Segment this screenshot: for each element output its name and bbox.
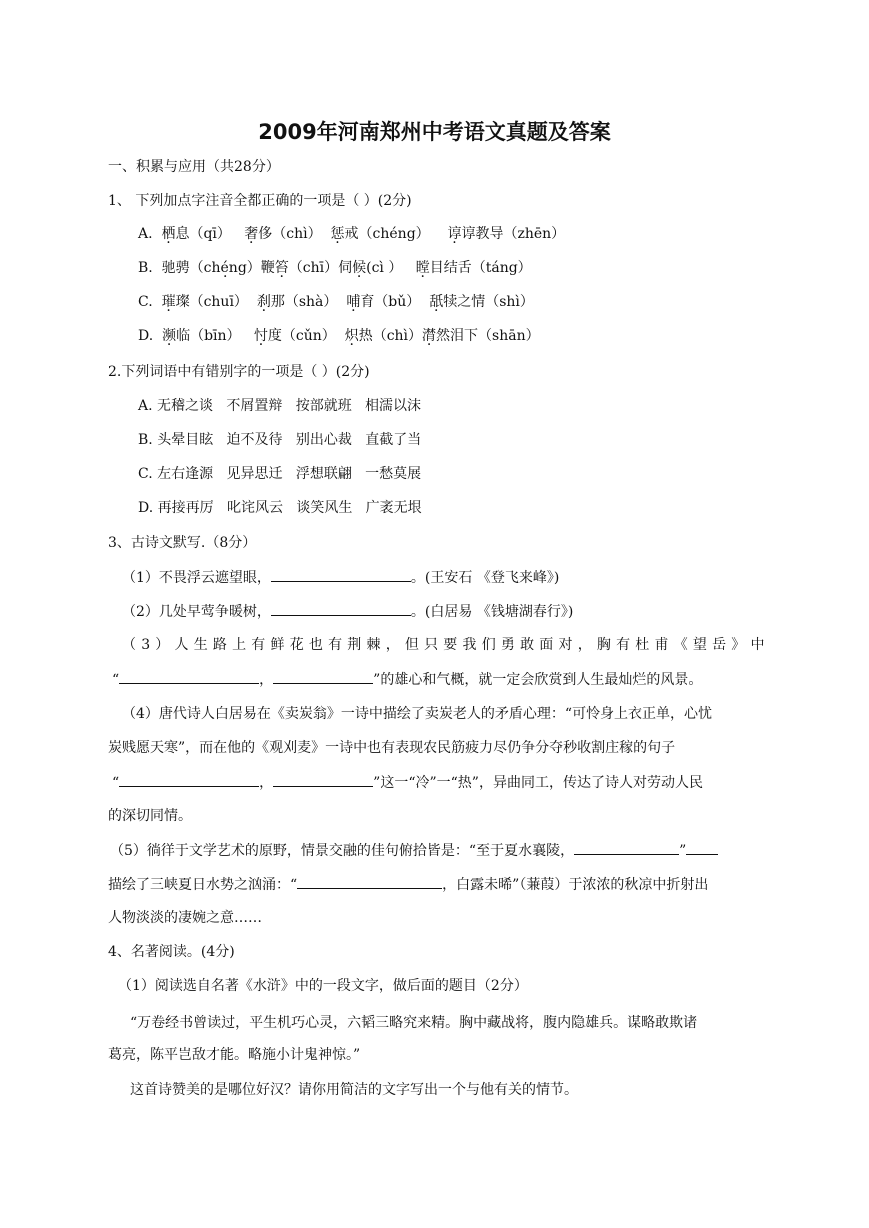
q1-option-a: A. 栖息（qī） 奢侈（chì） 惩戒（chéng） 谆谆教导（zhēn） — [138, 226, 566, 242]
q4-poem-line2: 葛亮，陈平岂敌才能。略施小计鬼神惊。” — [108, 1047, 361, 1063]
q3-item-2: （2）几处早莺争暖树， 。(白居易 《钱塘湖春行》) — [122, 601, 573, 622]
q3-item-5-line1: （5）徜徉于文学艺术的原野，情景交融的佳句俯拾皆是：“至于夏水襄陵， ” — [110, 840, 718, 861]
q4-question: 这首诗赞美的是哪位好汉？请你用简洁的文字写出一个与他有关的情节。 — [130, 1082, 578, 1098]
q2-option-a: A. 无稽之谈 不屑置辩 按部就班 相濡以沫 — [138, 398, 422, 414]
question-4-stem: 4、名著阅读。(4分) — [108, 944, 235, 960]
q3-item-3-line1: （3）人生路上有鲜花也有荆棘，但只要我们勇敢面对，胸有杜甫《望岳》中 — [122, 637, 770, 653]
answer-blank[interactable] — [273, 669, 373, 684]
answer-blank[interactable] — [119, 772, 259, 787]
question-2-stem: 2.下列词语中有错别字的一项是（ ）(2分) — [108, 364, 370, 380]
question-1-stem: 1、 下列加点字注音全都正确的一项是（ ）(2分) — [108, 193, 412, 209]
q3-item-1: （1）不畏浮云遮望眼， 。(王安石 《登飞来峰》) — [122, 567, 559, 588]
q2-option-c: C. 左右逢源 见异思迁 浮想联翩 一愁莫展 — [138, 466, 422, 482]
q3-item-5-line2: 描绘了三峡夏日水势之汹涌：“ ，白露未晞”（蒹葭）于浓浓的秋凉中折射出 — [108, 874, 708, 895]
q1-option-c: C. 璀璨（chuī） 刹那（shà） 哺育（bǔ） 舐犊之情（shì） — [138, 294, 534, 310]
q2-option-b: B. 头晕目眩 迫不及待 别出心裁 直截了当 — [138, 432, 422, 448]
q4-poem-line1: “万卷经书曾读过，平生机巧心灵，六韬三略究来精。胸中藏战将，腹内隐雄兵。谋略敢欺诸 — [130, 1015, 698, 1031]
section-heading: 一、积累与应用（共28分） — [108, 159, 280, 175]
page-title: 2009年河南郑州中考语文真题及答案 — [258, 120, 611, 144]
q3-item-4-line1: （4）唐代诗人白居易在《卖炭翁》一诗中描绘了卖炭老人的矛盾心理：“可怜身上衣正单，心忧 — [122, 706, 713, 722]
answer-blank[interactable] — [686, 840, 718, 855]
q3-item-5-line3: 人物淡淡的凄婉之意…… — [108, 910, 262, 926]
question-3-stem: 3、古诗文默写.（8分） — [108, 535, 257, 551]
q3-item-3-line2: “ ， ”的雄心和气概，就一定会欣赏到人生最灿烂的风景。 — [112, 669, 702, 690]
q3-item-4-line4: 的深切同情。 — [108, 808, 192, 824]
q1-option-d: D. 濒临（bīn） 忖度（cǔn） 炽热（chì）潸然泪下（shān） — [138, 328, 540, 344]
q1-option-b: B. 驰骋（chéng）鞭 ·笞（chī）伺候(cì ） 瞠目结舌（táng） — [138, 258, 532, 278]
q2-option-d: D. 再接再厉 叱诧风云 谈笑风生 广袤无垠 — [138, 500, 422, 516]
answer-blank[interactable] — [271, 601, 411, 616]
q3-item-4-line3: “ ， ”这一“冷”一“热”，异曲同工，传达了诗人对劳动人民 — [112, 772, 703, 793]
answer-blank[interactable] — [273, 772, 373, 787]
answer-blank[interactable] — [271, 567, 411, 582]
answer-blank[interactable] — [574, 840, 679, 855]
q3-item-4-line2: 炭贱愿天寒”，而在他的《观刈麦》一诗中也有表现农民筋疲力尽仍争分夺秒收割庄稼的句子 — [108, 740, 676, 756]
answer-blank[interactable] — [297, 874, 442, 889]
answer-blank[interactable] — [119, 669, 259, 684]
q4-sub-1: （1）阅读选自名著《水浒》中的一段文字，做后面的题目（2分） — [118, 978, 528, 994]
